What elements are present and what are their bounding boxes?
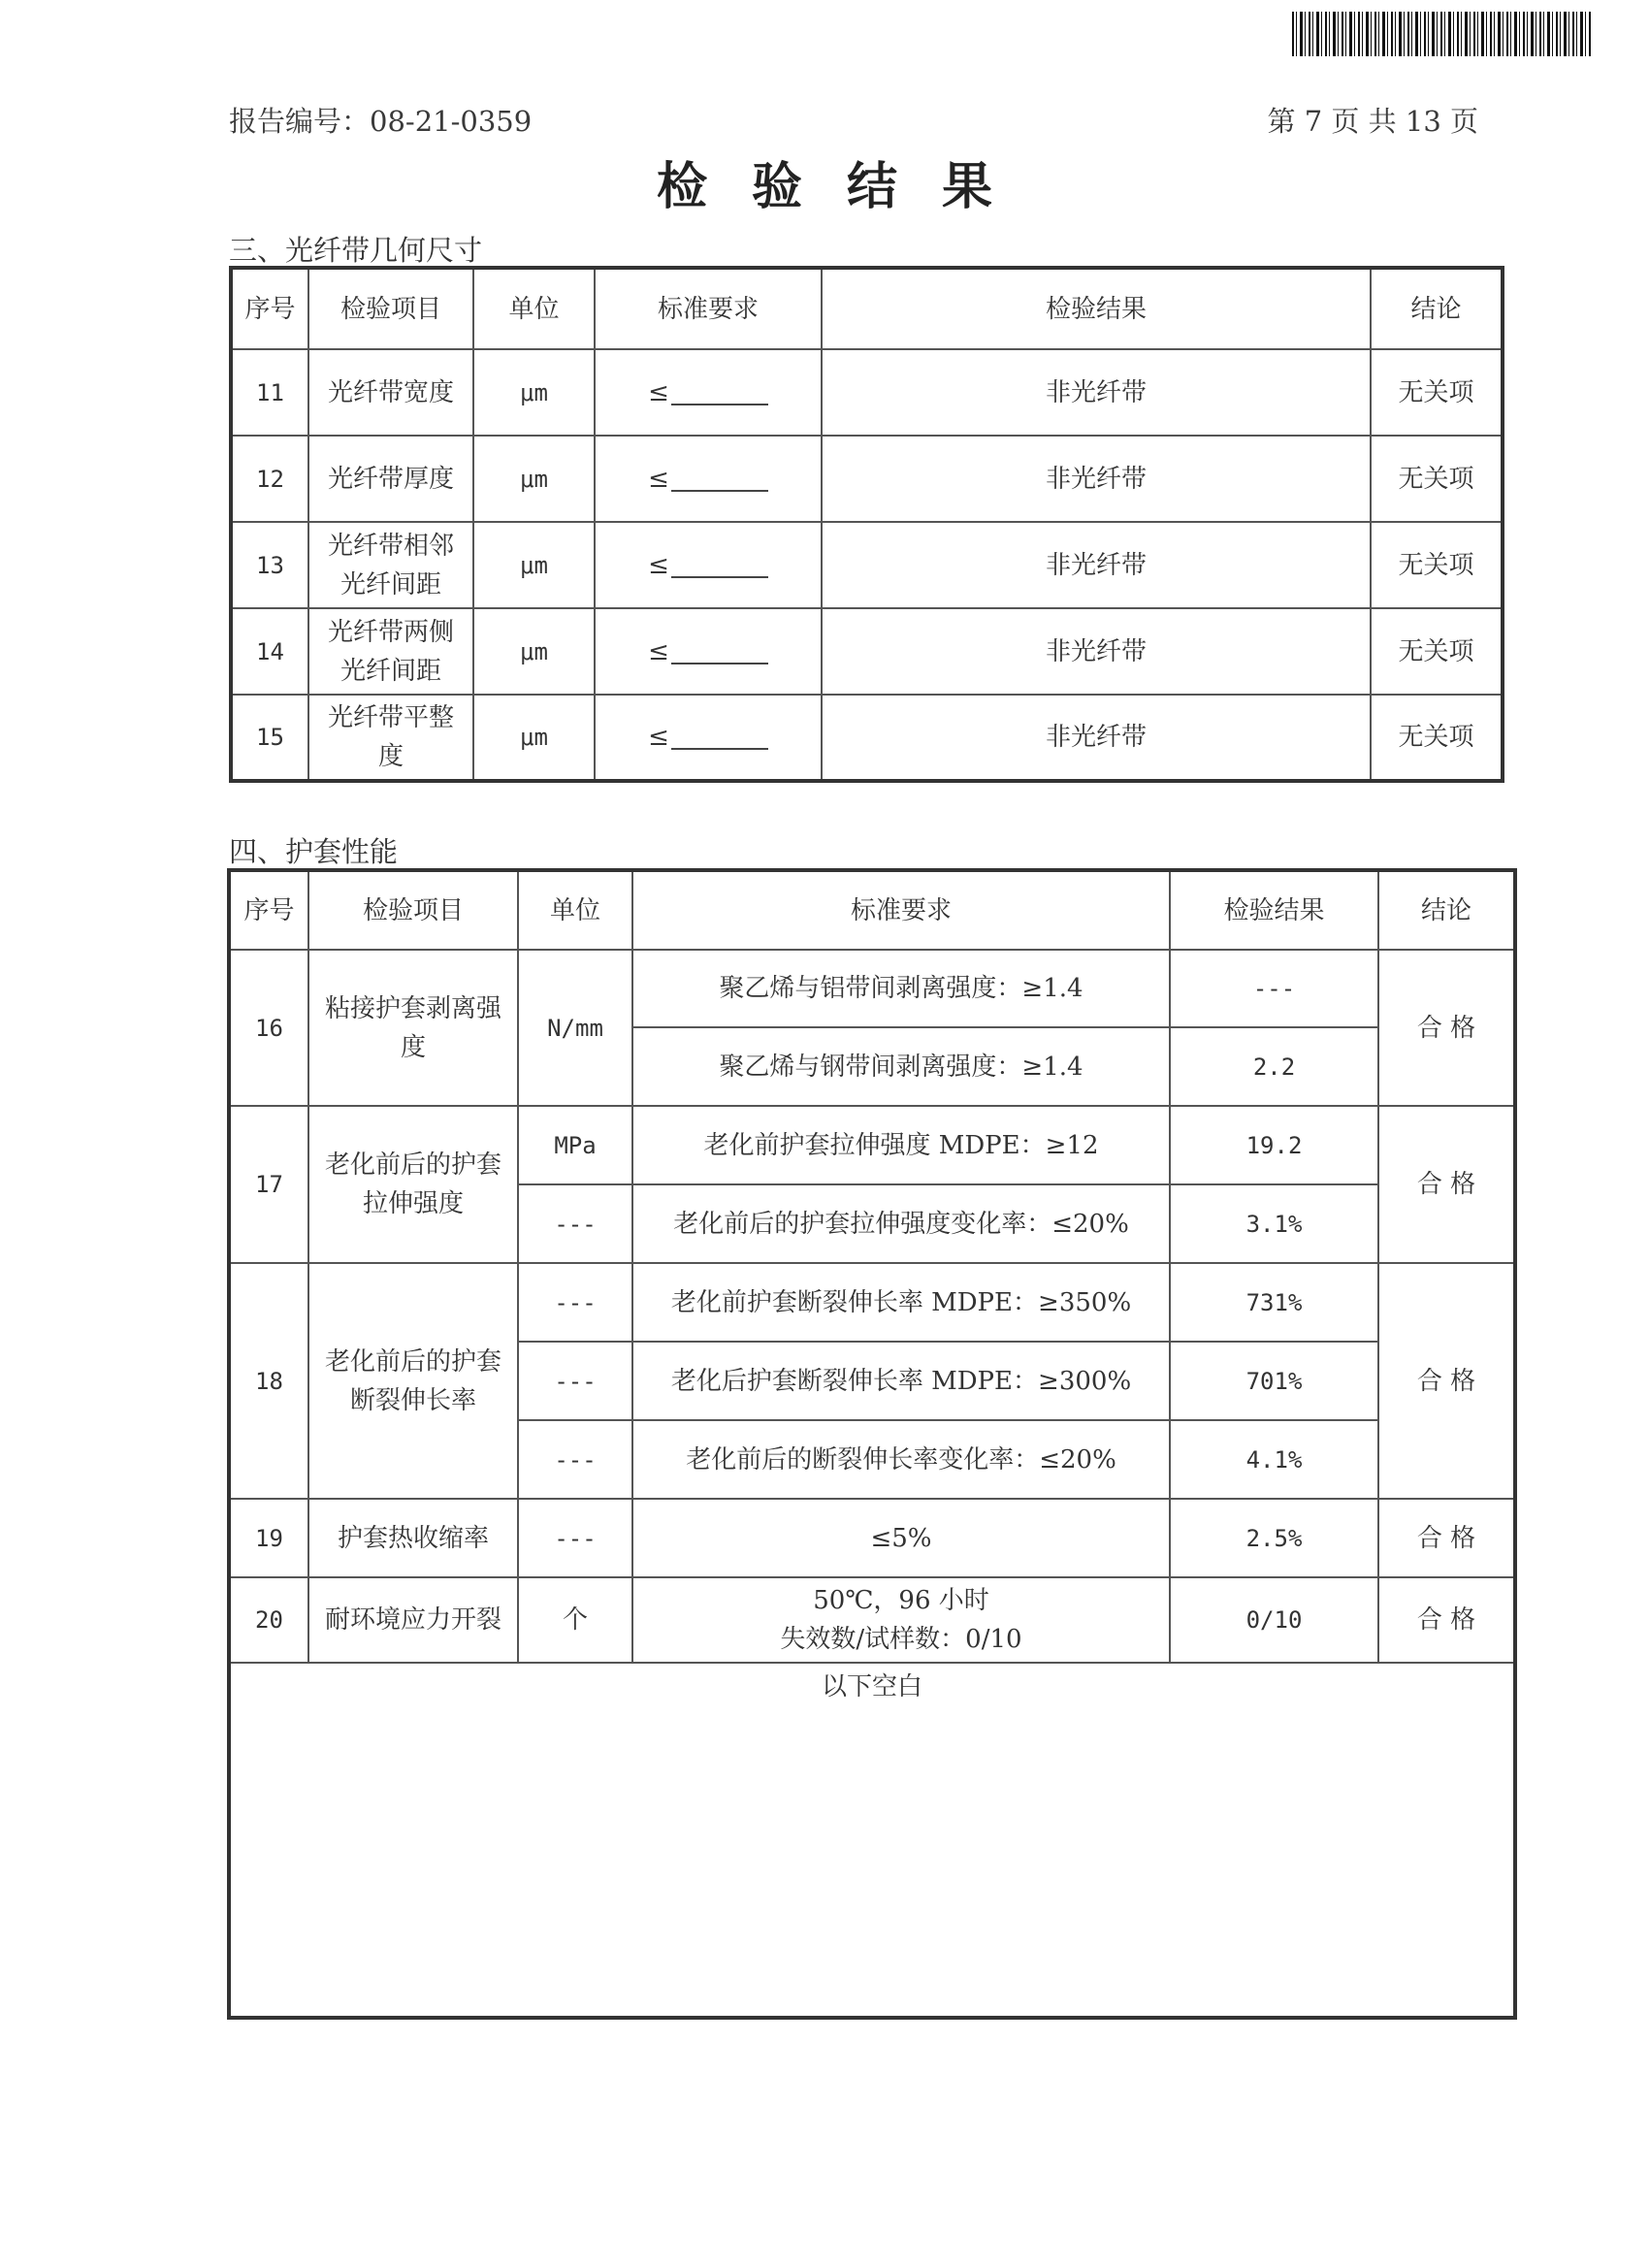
test-item-line: 光纤带相邻 bbox=[327, 531, 454, 561]
unit: μm bbox=[473, 349, 595, 436]
conclusion: 合 格 bbox=[1378, 950, 1515, 1106]
result: 非光纤带 bbox=[822, 436, 1371, 522]
result: 4.1% bbox=[1170, 1420, 1378, 1499]
test-item-line: 光纤带平整 bbox=[327, 703, 454, 732]
conclusion: 无关项 bbox=[1371, 522, 1503, 608]
test-item: 光纤带厚度 bbox=[308, 436, 473, 522]
blank-line bbox=[671, 469, 768, 492]
col-header: 标准要求 bbox=[595, 268, 822, 349]
test-item bbox=[308, 608, 473, 695]
unit: --- bbox=[518, 1263, 632, 1342]
test-item-line: 拉伸强度 bbox=[362, 1189, 464, 1218]
standard-cell bbox=[595, 349, 822, 436]
row-number: 12 bbox=[231, 436, 308, 522]
standard: 老化前护套拉伸强度 MDPE：≥12 bbox=[632, 1106, 1170, 1184]
conclusion: 无关项 bbox=[1371, 695, 1503, 781]
table-header-row bbox=[229, 870, 1515, 950]
test-item bbox=[308, 950, 518, 1106]
blank-area-row bbox=[229, 1663, 1515, 2018]
col-header: 检验结果 bbox=[822, 268, 1371, 349]
test-item-line: 度 bbox=[400, 1032, 426, 1062]
blank-note: 以下空白 bbox=[229, 1663, 1515, 2018]
conclusion: 合 格 bbox=[1378, 1577, 1515, 1663]
blank-line bbox=[671, 727, 768, 750]
page-indicator: 第 7 页 共 13 页 bbox=[1267, 105, 1478, 138]
standard-cell bbox=[595, 436, 822, 522]
standard: 老化前后的断裂伸长率变化率：≤20% bbox=[632, 1420, 1170, 1499]
unit: --- bbox=[518, 1499, 632, 1577]
standard: ≤ bbox=[648, 377, 669, 407]
standard: 老化前护套断裂伸长率 MDPE：≥350% bbox=[632, 1263, 1170, 1342]
table-row bbox=[231, 608, 1503, 695]
table-row bbox=[229, 950, 1515, 1027]
unit: N/mm bbox=[518, 950, 632, 1106]
row-number: 15 bbox=[231, 695, 308, 781]
standard: ≤ bbox=[648, 550, 669, 580]
col-header: 单位 bbox=[473, 268, 595, 349]
row-number: 11 bbox=[231, 349, 308, 436]
standard: 老化后护套断裂伸长率 MDPE：≥300% bbox=[632, 1342, 1170, 1420]
result: 3.1% bbox=[1170, 1184, 1378, 1263]
conclusion: 合 格 bbox=[1378, 1499, 1515, 1577]
test-item-line: 断裂伸长率 bbox=[349, 1385, 476, 1415]
unit: μm bbox=[473, 522, 595, 608]
blank-line bbox=[671, 382, 768, 405]
table-row bbox=[229, 1263, 1515, 1342]
table-row bbox=[229, 1106, 1515, 1184]
conclusion: 无关项 bbox=[1371, 349, 1503, 436]
test-item-line: 老化前后的护套 bbox=[324, 1346, 501, 1377]
section-3-heading: 三、光纤带几何尺寸 bbox=[229, 234, 483, 267]
blank-line bbox=[671, 641, 768, 664]
row-number: 17 bbox=[229, 1106, 308, 1263]
test-item-line: 粘接护套剥离强 bbox=[324, 993, 501, 1023]
col-header: 序号 bbox=[229, 870, 308, 950]
page-title: 检验结果 bbox=[656, 157, 1037, 216]
standard: 聚乙烯与铝带间剥离强度：≥1.4 bbox=[632, 950, 1170, 1027]
unit: --- bbox=[518, 1342, 632, 1420]
standard: ≤5% bbox=[632, 1499, 1170, 1577]
row-number: 14 bbox=[231, 608, 308, 695]
standard-line: 失效数/试样数：0/10 bbox=[780, 1625, 1022, 1654]
test-item: 光纤带宽度 bbox=[308, 349, 473, 436]
result: 2.5% bbox=[1170, 1499, 1378, 1577]
table-row bbox=[231, 349, 1503, 436]
result: 非光纤带 bbox=[822, 522, 1371, 608]
test-item: 护套热收缩率 bbox=[308, 1499, 518, 1577]
blank-line bbox=[671, 555, 768, 578]
table-row bbox=[231, 695, 1503, 781]
standard: ≤ bbox=[648, 636, 669, 666]
unit: μm bbox=[473, 608, 595, 695]
conclusion: 合 格 bbox=[1378, 1263, 1515, 1499]
unit: MPa bbox=[518, 1106, 632, 1184]
table-row bbox=[231, 436, 1503, 522]
col-header: 单位 bbox=[518, 870, 632, 950]
report-number: 报告编号：08-21-0359 bbox=[229, 105, 533, 138]
jacket-performance-table bbox=[227, 868, 1517, 2020]
result: 非光纤带 bbox=[822, 608, 1371, 695]
test-item-line: 光纤间距 bbox=[340, 569, 441, 599]
col-header: 结论 bbox=[1371, 268, 1503, 349]
col-header: 结论 bbox=[1378, 870, 1515, 950]
standard: 聚乙烯与钢带间剥离强度：≥1.4 bbox=[632, 1027, 1170, 1106]
result: 2.2 bbox=[1170, 1027, 1378, 1106]
col-header: 序号 bbox=[231, 268, 308, 349]
unit: μm bbox=[473, 436, 595, 522]
result: 731% bbox=[1170, 1263, 1378, 1342]
unit: 个 bbox=[518, 1577, 632, 1663]
row-number: 18 bbox=[229, 1263, 308, 1499]
col-header: 检验项目 bbox=[308, 268, 473, 349]
standard: 老化前后的护套拉伸强度变化率：≤20% bbox=[632, 1184, 1170, 1263]
table-row bbox=[229, 1499, 1515, 1577]
table-row bbox=[229, 1577, 1515, 1663]
test-item-line: 光纤间距 bbox=[340, 656, 441, 686]
fiber-ribbon-table bbox=[229, 266, 1504, 783]
row-number: 20 bbox=[229, 1577, 308, 1663]
standard-line: 50℃，96 小时 bbox=[813, 1586, 989, 1615]
result: 非光纤带 bbox=[822, 695, 1371, 781]
test-item-line: 度 bbox=[377, 742, 404, 771]
col-header: 检验项目 bbox=[308, 870, 518, 950]
result: 19.2 bbox=[1170, 1106, 1378, 1184]
conclusion: 无关项 bbox=[1371, 436, 1503, 522]
table-row bbox=[231, 522, 1503, 608]
conclusion: 无关项 bbox=[1371, 608, 1503, 695]
result: 0/10 bbox=[1170, 1577, 1378, 1663]
col-header: 标准要求 bbox=[632, 870, 1170, 950]
result: --- bbox=[1170, 950, 1378, 1027]
col-header: 检验结果 bbox=[1170, 870, 1378, 950]
row-number: 16 bbox=[229, 950, 308, 1106]
standard: ≤ bbox=[648, 464, 669, 494]
test-item bbox=[308, 1263, 518, 1499]
result: 701% bbox=[1170, 1342, 1378, 1420]
standard-cell bbox=[595, 608, 822, 695]
row-number: 19 bbox=[229, 1499, 308, 1577]
standard: ≤ bbox=[648, 723, 669, 752]
table-header-row bbox=[231, 268, 1503, 349]
standard-cell bbox=[595, 695, 822, 781]
test-item: 耐环境应力开裂 bbox=[308, 1577, 518, 1663]
test-item bbox=[308, 522, 473, 608]
test-item-line: 老化前后的护套 bbox=[324, 1150, 501, 1180]
conclusion: 合 格 bbox=[1378, 1106, 1515, 1263]
barcode bbox=[1292, 12, 1591, 56]
row-number: 13 bbox=[231, 522, 308, 608]
test-item bbox=[308, 695, 473, 781]
standard-cell bbox=[595, 522, 822, 608]
standard bbox=[632, 1577, 1170, 1663]
unit: --- bbox=[518, 1184, 632, 1263]
unit: μm bbox=[473, 695, 595, 781]
unit: --- bbox=[518, 1420, 632, 1499]
result: 非光纤带 bbox=[822, 349, 1371, 436]
test-item bbox=[308, 1106, 518, 1263]
section-4-heading: 四、护套性能 bbox=[229, 835, 399, 868]
test-item-line: 光纤带两侧 bbox=[327, 617, 454, 647]
